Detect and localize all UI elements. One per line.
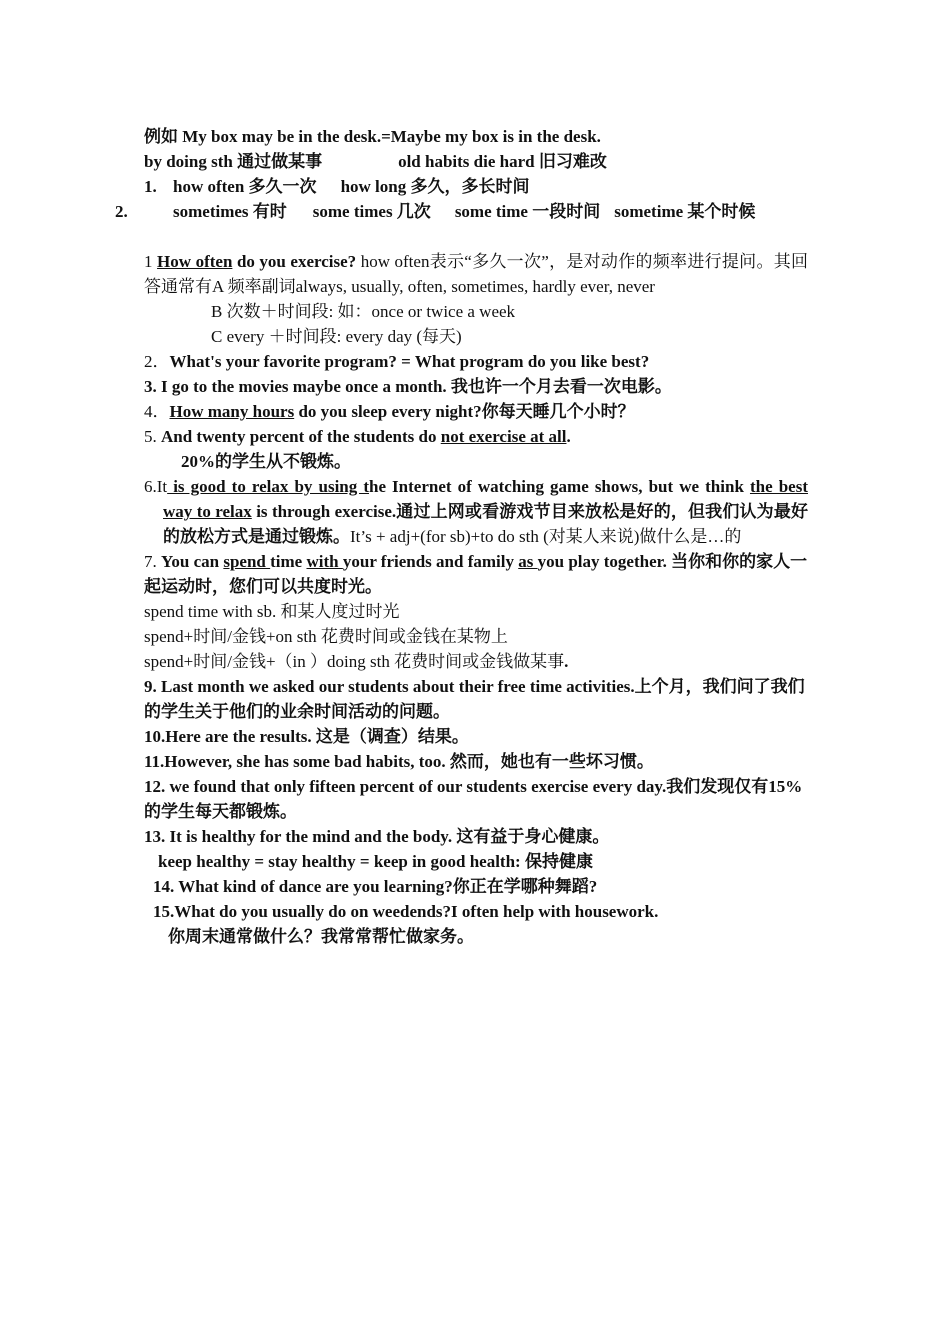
phrase-some-time: some time 一段时间 xyxy=(454,202,601,221)
sentence-number: 6.It xyxy=(144,477,168,496)
sentence-5-translation: 20%的学生从不锻炼。 xyxy=(181,452,351,471)
sentence-number: 5. xyxy=(144,427,161,446)
example-line: 例如 My box may be in the desk.=Maybe my box is in the desk. xyxy=(144,127,601,146)
sentence-11: 11.However, she has some bad habits, too. 然而，她也有一些坏习惯。 xyxy=(144,752,654,771)
sentence-3: 3. I go to the movies maybe once a month. 我也许一个月去看一次电影。 xyxy=(144,377,672,396)
sentence-number: 4． xyxy=(144,402,170,421)
phrase-sometime: sometime 某个时候 xyxy=(614,202,756,221)
phrase-some-times: some times 几次 xyxy=(312,202,431,221)
sentence-text: time xyxy=(270,552,307,571)
usage-end: . xyxy=(564,652,569,671)
note-number: 1 xyxy=(144,252,158,271)
list-item-1 xyxy=(144,174,808,199)
sentence-translation: is through exercise.通过上网或看游戏节目来放松是好的，但我们认为最好的放松方式是通过锻炼。 xyxy=(163,502,808,546)
sentence-7 xyxy=(144,549,808,599)
keyword-with: with xyxy=(306,552,343,571)
phrase-sometimes: sometimes 有时 xyxy=(173,202,287,221)
spend-usage-3 xyxy=(144,649,808,674)
sentence-text: he Internet of watching game shows, but we think xyxy=(368,477,750,496)
document-body xyxy=(115,124,809,949)
sentence-14: 14. What kind of dance are you learning?你正在学哪种舞蹈? xyxy=(153,877,598,896)
grammar-note: It’s + adj+(for sb)+to do sth (对某人来说)做什么是…的 xyxy=(350,527,742,546)
sentence-5 xyxy=(144,424,808,449)
sentence-number: 7. xyxy=(144,552,161,571)
sentence-text: You can xyxy=(161,552,224,571)
sentence-13-note: keep healthy = stay healthy = keep in good health: 保持健康 xyxy=(158,852,593,871)
list-number: 2. xyxy=(115,202,128,221)
explanation-text: how often表示“多久一次”，是对动作的频率进行提问。其回答通常有A 频率副词always, usually, often, sometimes, hardly ever, never xyxy=(144,252,809,296)
sentence-end: . xyxy=(566,427,571,446)
list-number: 1. xyxy=(144,177,157,196)
keyword-relax-by-using: is good to relax by using t xyxy=(167,477,369,496)
question-text: do you exercise? xyxy=(232,252,357,271)
sentence-text: And twenty percent of the students do xyxy=(161,427,441,446)
note-1-option-b: B 次数＋时间段: 如：once or twice a week xyxy=(211,302,516,321)
keyword-not-exercise: not exercise at all xyxy=(440,427,567,446)
sentence-15: 15.What do you usually do on weedends?I often help with housework. xyxy=(153,902,659,921)
spend-usage-1: spend time with sb. 和某人度过时光 xyxy=(144,602,400,621)
spacer xyxy=(144,224,808,249)
phrase-old-habits: old habits die hard 旧习难改 xyxy=(398,152,607,171)
sentence-13: 13. It is healthy for the mind and the body. 这有益于身心健康。 xyxy=(144,827,610,846)
usage-text: spend+时间/金钱+（in ）doing sth 花费时间或金钱做某事 xyxy=(144,652,565,671)
keyword-how-often: How often xyxy=(157,252,233,271)
sentence-text: What's your favorite program? = What program do you like best? xyxy=(169,352,650,371)
sentence-text: your friends and family xyxy=(342,552,519,571)
sentence-2 xyxy=(144,349,808,374)
spend-usage-2: spend+时间/金钱+on sth 花费时间或金钱在某物上 xyxy=(144,627,508,646)
phrase-line xyxy=(144,149,808,174)
keyword-spend: spend xyxy=(223,552,271,571)
list-item-2 xyxy=(115,199,808,224)
keyword-how-many-hours: How many hours xyxy=(169,402,295,421)
note-1 xyxy=(144,249,808,299)
note-1-option-c: C every ＋时间段: every day (每天) xyxy=(211,327,462,346)
sentence-number: 2． xyxy=(144,352,170,371)
sentence-4 xyxy=(144,399,808,424)
sentence-text: do you sleep every night?你每天睡几个小时？ xyxy=(294,402,635,421)
keyword-as: as xyxy=(518,552,538,571)
sentence-12: 12. we found that only fifteen percent of our students exercise every day.我们发现仅有15%的学生每天都锻炼。 xyxy=(144,777,803,821)
sentence-translation: you play together. 当你和你的家人一起运动时，您们可以共度时光。 xyxy=(144,552,808,596)
sentence-10: 10.Here are the results. 这是（调查）结果。 xyxy=(144,727,469,746)
sentence-15-translation: 你周末通常做什么？我常常帮忙做家务。 xyxy=(168,927,474,946)
sentence-9: 9. Last month we asked our students about their free time activities.上个月，我们问了我们的学生关于他们的业余时间活动的问题。 xyxy=(144,677,805,721)
phrase-how-long: how long 多久，多长时间 xyxy=(340,177,530,196)
sentence-6 xyxy=(144,474,808,549)
phrase-by-doing: by doing sth 通过做某事 xyxy=(144,152,323,171)
keyword-best-way: the best way to relax xyxy=(163,477,808,521)
phrase-how-often: how often 多久一次 xyxy=(173,177,317,196)
